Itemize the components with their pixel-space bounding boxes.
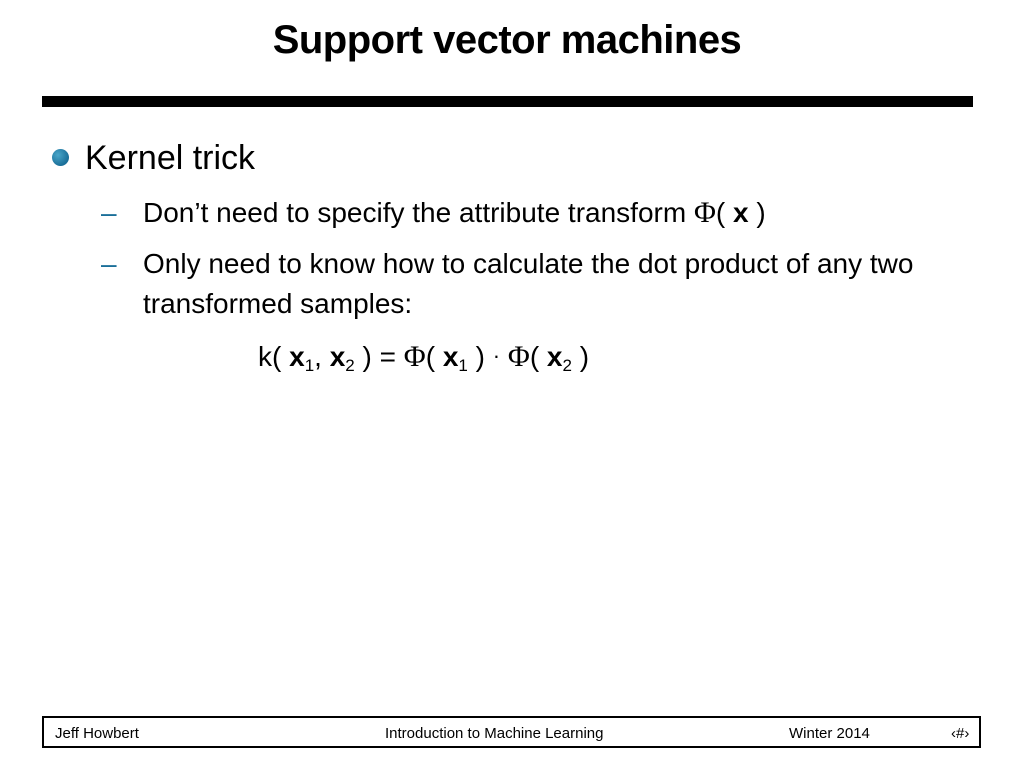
paren-close: ) — [748, 197, 766, 228]
formula-close-1: ) — [467, 341, 493, 372]
formula-x2b: x — [546, 341, 563, 372]
formula-x1: x — [289, 341, 305, 372]
sub-bullet-1 — [101, 193, 973, 233]
bullet-text: Kernel trick — [85, 139, 256, 177]
formula-close-eq: ) = — [354, 341, 404, 372]
paren-open: ( — [715, 197, 733, 228]
formula-sub-1b: 1 — [458, 356, 468, 375]
kernel-formula — [258, 336, 589, 377]
sub-bullet-2 — [101, 244, 973, 324]
dash-icon: – — [101, 248, 117, 279]
formula-sub-1: 1 — [304, 356, 315, 375]
formula-sub-2: 2 — [345, 356, 355, 375]
footer-page-number: ‹#› — [951, 725, 970, 742]
title-divider — [42, 96, 973, 107]
sub1-text: Don’t need to specify the attribute transform — [143, 197, 694, 228]
footer-course: Introduction to Machine Learning — [385, 725, 604, 742]
bullet-kernel-trick — [52, 139, 255, 178]
dash-icon: – — [101, 197, 117, 228]
formula-phi-1: Φ — [403, 340, 426, 373]
formula-open-2: ( — [529, 341, 547, 372]
formula-x1b: x — [442, 341, 459, 372]
formula-x2: x — [329, 341, 346, 372]
vector-x: x — [733, 197, 749, 228]
footer-author: Jeff Howbert — [55, 725, 139, 742]
sub-bullet-2-text: Only need to know how to calculate the dot product of any two transformed samples: — [143, 248, 914, 319]
formula-close-end: ) — [571, 341, 590, 372]
formula-phi-2: Φ — [507, 340, 530, 373]
formula-sub-2b: 2 — [562, 356, 572, 375]
formula-k-open: k( — [258, 341, 290, 372]
slide-footer — [42, 716, 981, 748]
sub-bullet-1-text — [143, 193, 973, 233]
bullet-dot-icon — [52, 149, 69, 166]
formula-open-1: ( — [425, 341, 443, 372]
formula-comma: , — [314, 341, 330, 372]
phi-symbol: Φ — [693, 196, 716, 229]
slide-title: Support vector machines — [272, 18, 742, 62]
footer-term: Winter 2014 — [789, 725, 870, 742]
dot-product-operator: · — [492, 343, 501, 368]
